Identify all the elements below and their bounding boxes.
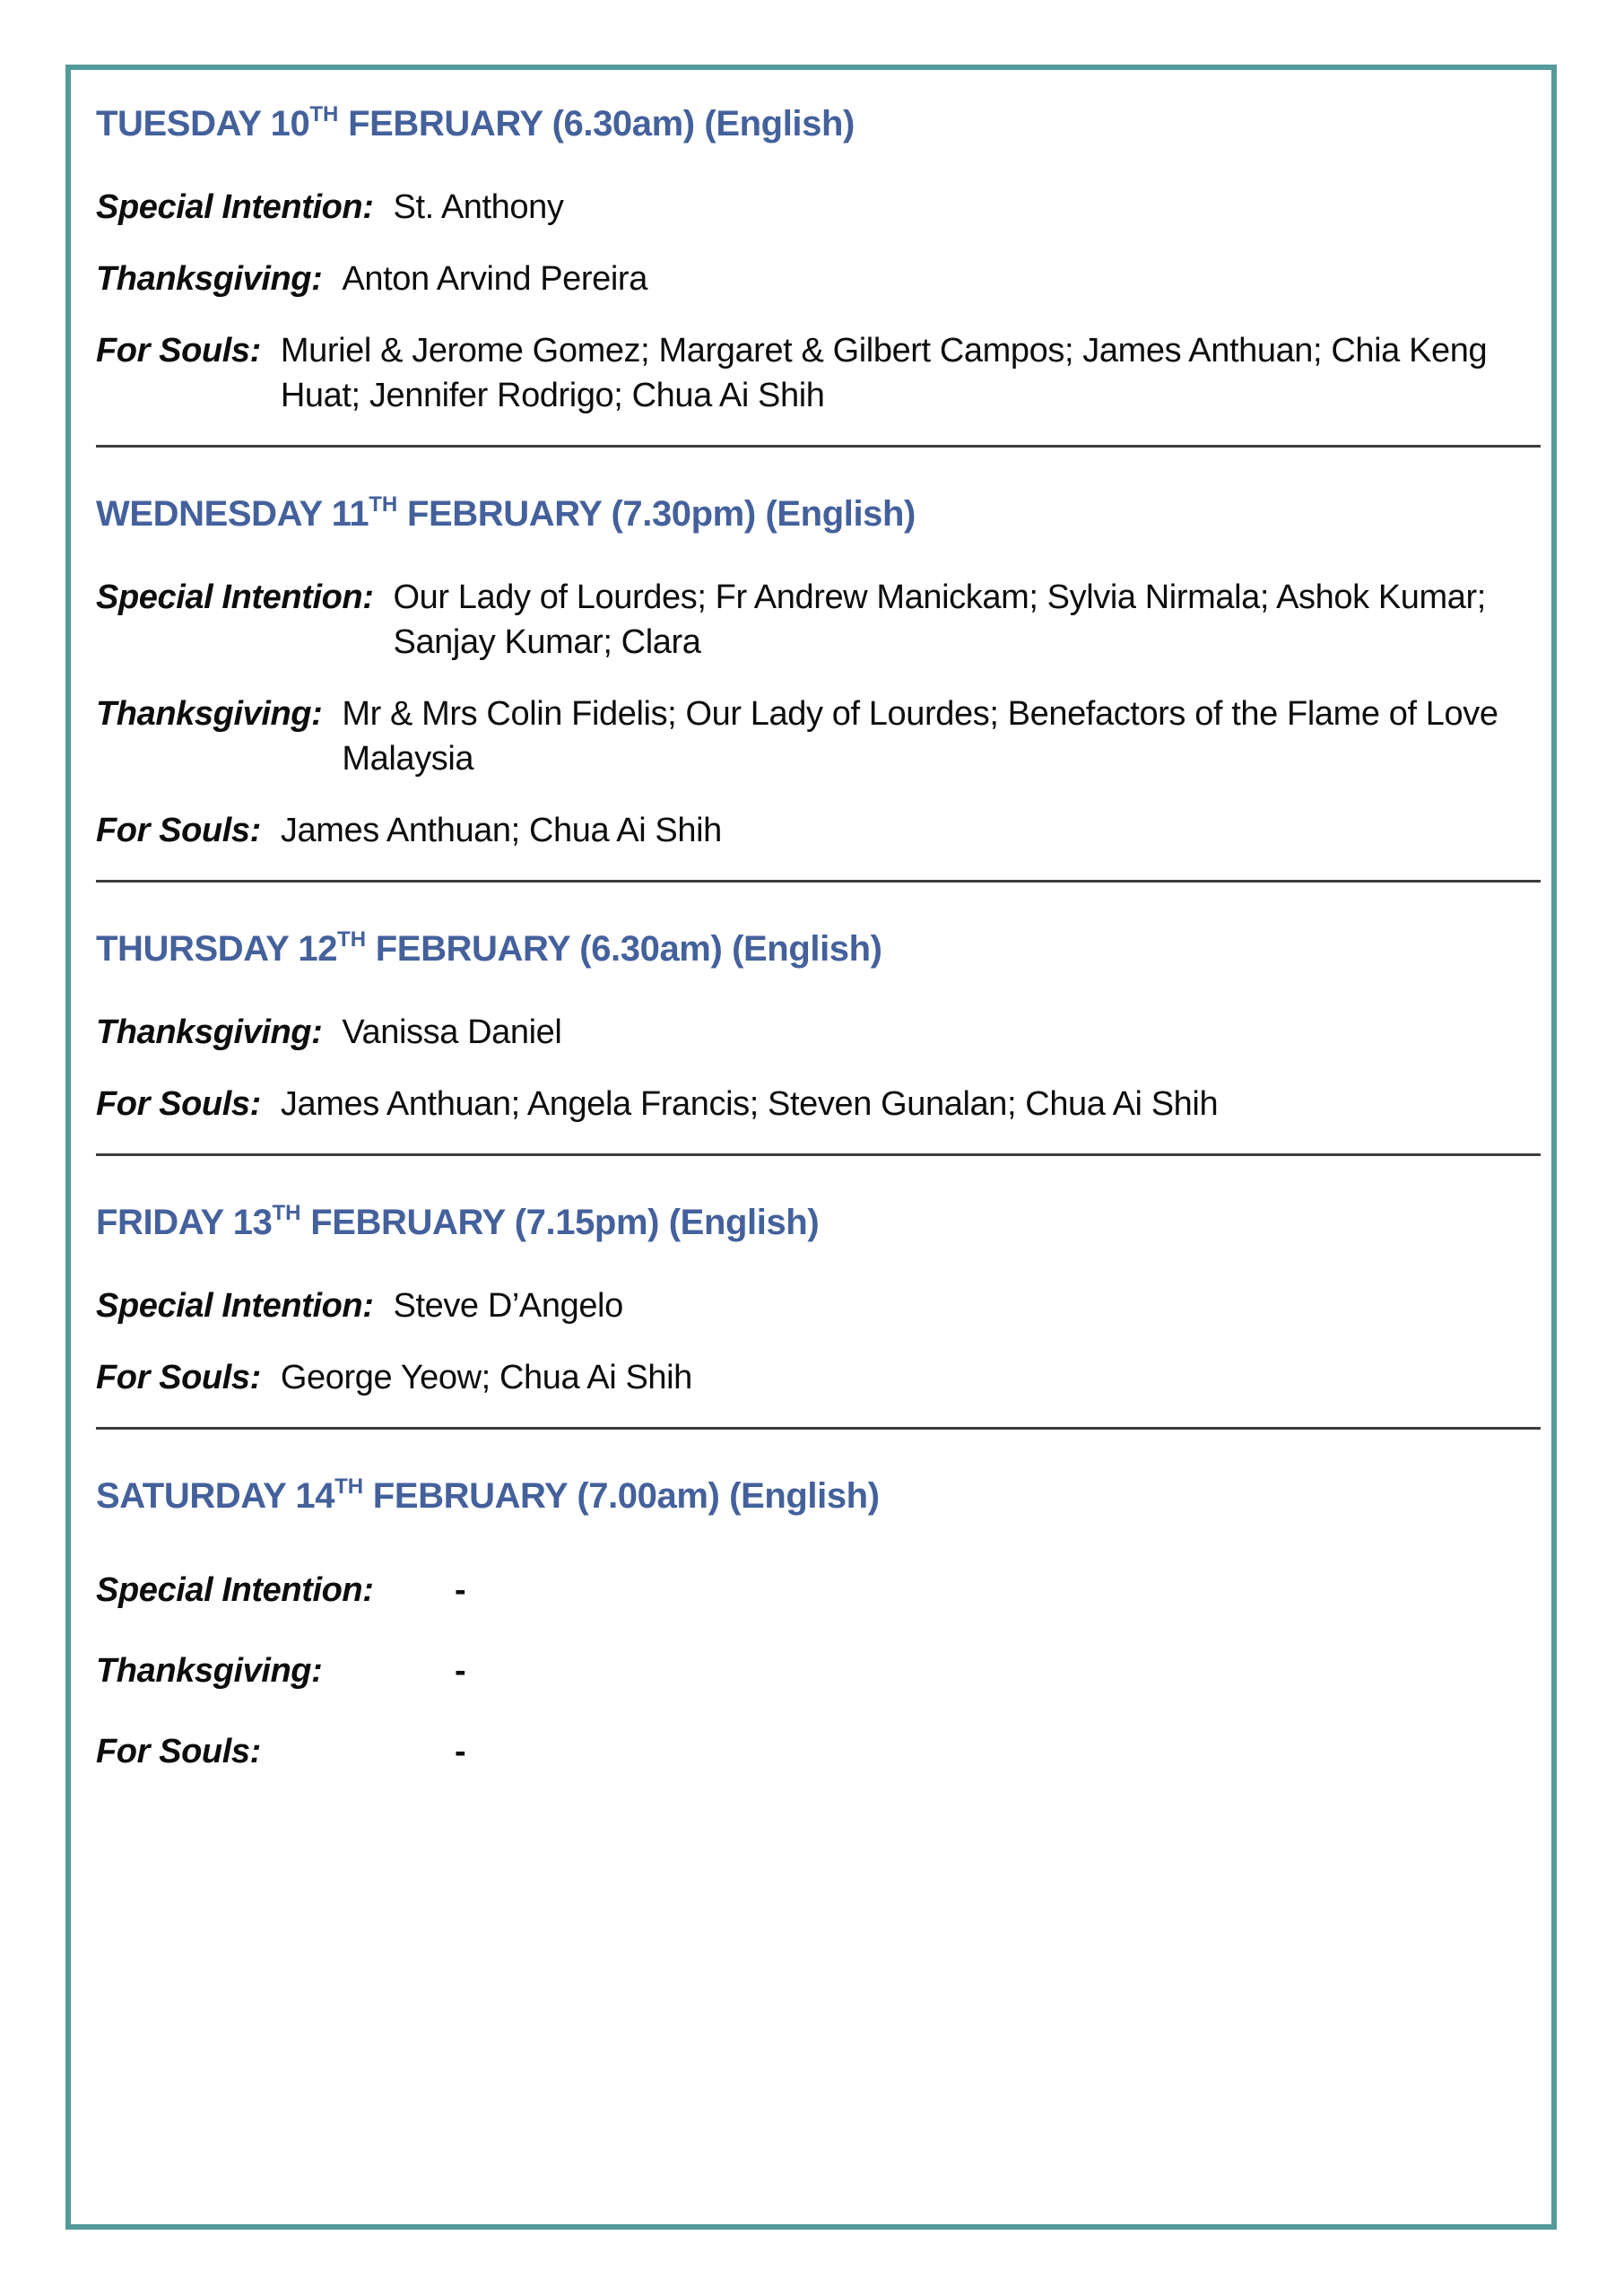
intention-value: Anton Arvind Pereira [342, 260, 647, 298]
intention-value: Vanissa Daniel [342, 1013, 562, 1051]
mass-section [96, 492, 1541, 883]
section-divider [96, 1427, 1541, 1430]
mass-section [96, 102, 1541, 448]
intention-row [96, 328, 1541, 418]
section-header [96, 102, 1541, 145]
intention-entries [96, 1568, 1541, 1774]
header-time-language: FEBRUARY (7.00am) (English) [363, 1476, 880, 1516]
intention-row [96, 1648, 1541, 1693]
intention-label: Thanksgiving: [96, 260, 323, 298]
intention-value: Steve D’Angelo [393, 1287, 623, 1325]
section-header [96, 492, 1541, 535]
intention-entries [96, 1010, 1541, 1126]
section-header [96, 927, 1541, 970]
header-day-date: TUESDAY 10 [96, 104, 310, 144]
intention-row [96, 1082, 1541, 1126]
header-ordinal: TH [309, 102, 339, 126]
section-divider [96, 880, 1541, 883]
intention-row [96, 808, 1541, 853]
header-ordinal: TH [334, 1474, 364, 1499]
intention-row [96, 257, 1541, 301]
intention-row [96, 575, 1541, 665]
intention-row [96, 185, 1541, 230]
header-time-language: FEBRUARY (7.15pm) (English) [300, 1203, 820, 1242]
intention-label: Thanksgiving: [96, 1013, 323, 1051]
header-ordinal: TH [272, 1201, 301, 1225]
intention-row [96, 691, 1541, 781]
header-ordinal: TH [369, 492, 398, 517]
intention-label: Special Intention: [96, 1287, 374, 1325]
header-day-date: FRIDAY 13 [96, 1203, 273, 1242]
intention-row [96, 1010, 1541, 1055]
intention-row [96, 1283, 1541, 1328]
intention-value: - [455, 1652, 466, 1690]
intention-value: Muriel & Jerome Gomez; Margaret & Gilbert Campos; James Anthuan; Chia Keng Huat; Jennifer Rodrigo; Chua Ai Shih [280, 332, 1488, 414]
intention-value: - [455, 1571, 466, 1609]
header-time-language: FEBRUARY (6.30am) (English) [338, 104, 855, 144]
intention-label: For Souls: [96, 812, 261, 849]
bulletin-frame [65, 65, 1557, 2230]
intention-value: Mr & Mrs Colin Fidelis; Our Lady of Lourdes; Benefactors of the Flame of Love Malaysia [342, 695, 1498, 778]
intention-entries [96, 185, 1541, 418]
section-header [96, 1474, 1541, 1518]
intention-value: James Anthuan; Angela Francis; Steven Gunalan; Chua Ai Shih [280, 1085, 1219, 1123]
mass-section [96, 1201, 1541, 1430]
header-time-language: FEBRUARY (6.30am) (English) [366, 929, 882, 969]
intention-label: For Souls: [96, 1085, 261, 1123]
intention-value: James Anthuan; Chua Ai Shih [280, 812, 722, 849]
header-ordinal: TH [337, 927, 367, 952]
intention-entries [96, 1283, 1541, 1400]
mass-section [96, 1474, 1541, 1774]
intention-value: St. Anthony [393, 188, 564, 226]
mass-schedule [96, 102, 1541, 1774]
header-day-date: WEDNESDAY 11 [96, 494, 369, 534]
intention-label: Special Intention: [96, 1571, 374, 1609]
intention-label: For Souls: [96, 332, 261, 370]
intention-row [96, 1729, 1541, 1774]
header-day-date: THURSDAY 12 [96, 929, 338, 969]
header-day-date: SATURDAY 14 [96, 1476, 335, 1516]
intention-label: For Souls: [96, 1733, 261, 1770]
section-header [96, 1201, 1541, 1244]
intention-value: George Yeow; Chua Ai Shih [280, 1359, 692, 1396]
intention-entries [96, 575, 1541, 853]
intention-row [96, 1568, 1541, 1613]
intention-label: Special Intention: [96, 188, 374, 226]
section-divider [96, 1153, 1541, 1156]
header-time-language: FEBRUARY (7.30pm) (English) [397, 494, 916, 534]
intention-label: Thanksgiving: [96, 695, 323, 733]
intention-label: For Souls: [96, 1359, 261, 1396]
intention-label: Thanksgiving: [96, 1652, 323, 1690]
mass-section [96, 927, 1541, 1156]
intention-label: Special Intention: [96, 578, 374, 616]
intention-value: - [455, 1733, 466, 1770]
section-divider [96, 445, 1541, 448]
intention-value: Our Lady of Lourdes; Fr Andrew Manickam; Sylvia Nirmala; Ashok Kumar; Sanjay Kumar; Clara [393, 578, 1486, 661]
intention-row [96, 1355, 1541, 1400]
